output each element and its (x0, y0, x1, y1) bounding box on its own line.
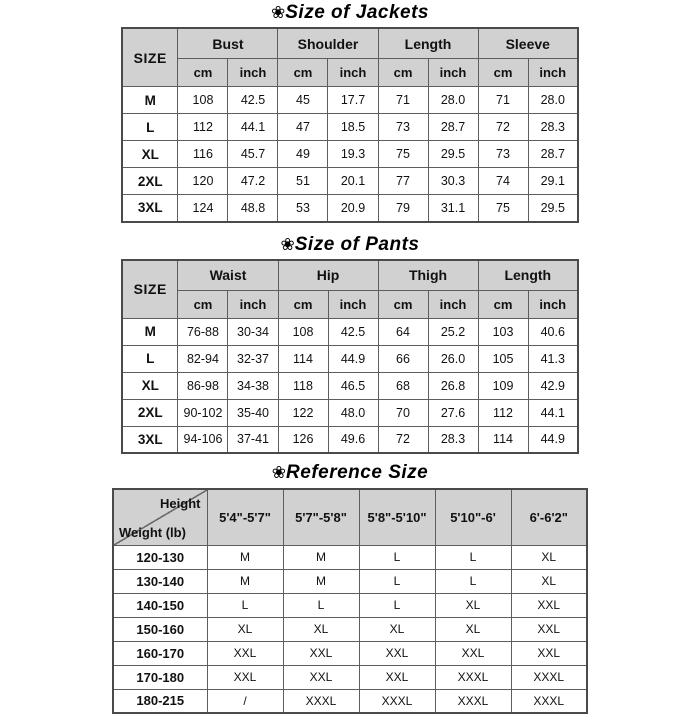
height-column-header: 6'-6'2" (511, 489, 587, 545)
pants-title-text: Size of Pants (294, 233, 420, 255)
cell-value: 28.7 (528, 141, 578, 168)
cell-value: M (207, 569, 283, 593)
cell-value: 28.3 (528, 114, 578, 141)
table-row (113, 665, 587, 689)
table-row (113, 617, 587, 641)
cell-value: 20.1 (328, 168, 378, 195)
cell-value: 30-34 (228, 318, 278, 345)
cell-value: 47 (278, 114, 328, 141)
row-label: M (122, 318, 178, 345)
cell-value: 28.7 (428, 114, 478, 141)
unit-header-cm: cm (278, 290, 328, 318)
cell-value: 28.0 (428, 87, 478, 114)
flower-icon: ❀ (271, 463, 287, 482)
cell-value: M (283, 545, 359, 569)
height-column-header: 5'4"-5'7" (207, 489, 283, 545)
cell-value: XXXL (359, 689, 435, 713)
cell-value: XXL (283, 665, 359, 689)
cell-value: 48.8 (228, 195, 278, 222)
cell-value: 31.1 (428, 195, 478, 222)
cell-value: 49.6 (328, 426, 378, 453)
cell-value: 28.0 (528, 87, 578, 114)
height-column-header: 5'10"-6' (435, 489, 511, 545)
row-label: 2XL (122, 168, 178, 195)
cell-value: 72 (478, 114, 528, 141)
cell-value: 41.3 (528, 345, 578, 372)
cell-value: 32-37 (228, 345, 278, 372)
cell-value: XXXL (435, 665, 511, 689)
table-row (122, 399, 578, 426)
cell-value: L (283, 593, 359, 617)
table-row (122, 141, 578, 168)
cell-value: 73 (378, 114, 428, 141)
cell-value: 116 (178, 141, 228, 168)
column-group-length: Length (478, 260, 578, 291)
cell-value: 18.5 (328, 114, 378, 141)
cell-value: 46.5 (328, 372, 378, 399)
unit-header-inch: inch (228, 59, 278, 87)
cell-value: XXXL (283, 689, 359, 713)
unit-header-inch: inch (328, 59, 378, 87)
unit-header-inch: inch (528, 59, 578, 87)
table-row (122, 318, 578, 345)
column-group-sleeve: Sleeve (478, 28, 578, 59)
cell-value: 37-41 (228, 426, 278, 453)
cell-value: 28.3 (428, 426, 478, 453)
flower-icon: ❀ (271, 3, 286, 22)
cell-value: 27.6 (428, 399, 478, 426)
cell-value: 72 (378, 426, 428, 453)
height-column-header: 5'8"-5'10" (359, 489, 435, 545)
cell-value: 44.1 (528, 399, 578, 426)
unit-header-cm: cm (178, 290, 228, 318)
cell-value: 76-88 (178, 318, 228, 345)
table-row (122, 195, 578, 222)
reference-section-title (0, 462, 700, 484)
cell-value: M (207, 545, 283, 569)
column-group-hip: Hip (278, 260, 378, 291)
cell-value: L (359, 545, 435, 569)
cell-value: 26.8 (428, 372, 478, 399)
cell-value: M (283, 569, 359, 593)
cell-value: XXXL (511, 689, 587, 713)
unit-header-inch: inch (428, 59, 478, 87)
cell-value: / (207, 689, 283, 713)
cell-value: 126 (278, 426, 328, 453)
cell-value: 45 (278, 87, 328, 114)
jackets-title-text: Size of Jackets (285, 2, 429, 23)
size-column-header: SIZE (122, 260, 178, 319)
table-row (122, 372, 578, 399)
cell-value: 26.0 (428, 345, 478, 372)
jackets-size-table (121, 27, 579, 223)
cell-value: 77 (378, 168, 428, 195)
row-label: M (122, 87, 178, 114)
cell-value: XXL (283, 641, 359, 665)
cell-value: 124 (178, 195, 228, 222)
unit-header-inch: inch (428, 290, 478, 318)
cell-value: 42.5 (328, 318, 378, 345)
cell-value: L (207, 593, 283, 617)
row-label: 150-160 (113, 617, 207, 641)
cell-value: XXL (511, 641, 587, 665)
unit-header-cm: cm (478, 59, 528, 87)
unit-header-cm: cm (278, 59, 328, 87)
unit-header-cm: cm (178, 59, 228, 87)
cell-value: 105 (478, 345, 528, 372)
cell-value: 17.7 (328, 87, 378, 114)
flower-icon: ❀ (280, 234, 295, 254)
size-column-header: SIZE (122, 28, 178, 87)
table-row (122, 87, 578, 114)
cell-value: 42.5 (228, 87, 278, 114)
cell-value: 29.5 (528, 195, 578, 222)
cell-value: 34-38 (228, 372, 278, 399)
cell-value: L (359, 569, 435, 593)
cell-value: 108 (278, 318, 328, 345)
row-label: 130-140 (113, 569, 207, 593)
reference-header-row (113, 489, 587, 545)
cell-value: XL (435, 593, 511, 617)
row-label: XL (122, 372, 178, 399)
row-label: 170-180 (113, 665, 207, 689)
table-row (113, 569, 587, 593)
row-label: 3XL (122, 195, 178, 222)
cell-value: 118 (278, 372, 328, 399)
cell-value: 45.7 (228, 141, 278, 168)
column-group-shoulder: Shoulder (278, 28, 378, 59)
row-label: 3XL (122, 426, 178, 453)
cell-value: XL (511, 569, 587, 593)
cell-value: 86-98 (178, 372, 228, 399)
cell-value: XL (359, 617, 435, 641)
pants-group-header-row (122, 260, 578, 291)
cell-value: 70 (378, 399, 428, 426)
row-label: XL (122, 141, 178, 168)
cell-value: 112 (478, 399, 528, 426)
reference-title-text: Reference Size (286, 462, 429, 483)
cell-value: L (359, 593, 435, 617)
cell-value: 114 (278, 345, 328, 372)
cell-value: 109 (478, 372, 528, 399)
cell-value: 40.6 (528, 318, 578, 345)
cell-value: 82-94 (178, 345, 228, 372)
cell-value: 79 (378, 195, 428, 222)
table-row (122, 168, 578, 195)
table-row (122, 345, 578, 372)
row-label: 2XL (122, 399, 178, 426)
height-weight-corner-cell (113, 489, 207, 545)
cell-value: 112 (178, 114, 228, 141)
column-group-bust: Bust (178, 28, 278, 59)
cell-value: 114 (478, 426, 528, 453)
pants-section-title (0, 234, 700, 256)
table-row (113, 641, 587, 665)
jackets-section-title (0, 2, 700, 24)
cell-value: 20.9 (328, 195, 378, 222)
cell-value: 44.9 (528, 426, 578, 453)
unit-header-cm: cm (378, 290, 428, 318)
cell-value: XXL (435, 641, 511, 665)
column-group-length: Length (378, 28, 478, 59)
cell-value: 25.2 (428, 318, 478, 345)
cell-value: 68 (378, 372, 428, 399)
cell-value: XL (511, 545, 587, 569)
cell-value: 75 (478, 195, 528, 222)
cell-value: XL (435, 617, 511, 641)
cell-value: 66 (378, 345, 428, 372)
reference-size-table (112, 488, 588, 714)
unit-header-inch: inch (528, 290, 578, 318)
cell-value: 29.5 (428, 141, 478, 168)
cell-value: XXL (511, 617, 587, 641)
cell-value: 44.1 (228, 114, 278, 141)
cell-value: 74 (478, 168, 528, 195)
row-label: L (122, 345, 178, 372)
cell-value: 42.9 (528, 372, 578, 399)
cell-value: XXXL (435, 689, 511, 713)
pants-size-table (121, 259, 579, 455)
cell-value: 108 (178, 87, 228, 114)
cell-value: 49 (278, 141, 328, 168)
cell-value: XXL (511, 593, 587, 617)
cell-value: 51 (278, 168, 328, 195)
cell-value: 122 (278, 399, 328, 426)
cell-value: 75 (378, 141, 428, 168)
cell-value: 94-106 (178, 426, 228, 453)
cell-value: L (435, 545, 511, 569)
cell-value: XXL (359, 641, 435, 665)
jackets-group-header-row (122, 28, 578, 59)
unit-header-cm: cm (378, 59, 428, 87)
cell-value: 48.0 (328, 399, 378, 426)
row-label: 120-130 (113, 545, 207, 569)
cell-value: 71 (378, 87, 428, 114)
cell-value: XXL (207, 641, 283, 665)
cell-value: 35-40 (228, 399, 278, 426)
cell-value: 30.3 (428, 168, 478, 195)
cell-value: 120 (178, 168, 228, 195)
cell-value: 53 (278, 195, 328, 222)
cell-value: 64 (378, 318, 428, 345)
cell-value: 44.9 (328, 345, 378, 372)
pants-unit-header-row (122, 290, 578, 318)
table-row (113, 593, 587, 617)
unit-header-inch: inch (328, 290, 378, 318)
table-row (122, 426, 578, 453)
cell-value: XL (283, 617, 359, 641)
cell-value: XXL (207, 665, 283, 689)
height-column-header: 5'7"-5'8" (283, 489, 359, 545)
row-label: 160-170 (113, 641, 207, 665)
row-label: 140-150 (113, 593, 207, 617)
corner-height-label: Height (160, 496, 201, 511)
cell-value: XXXL (511, 665, 587, 689)
table-row (113, 689, 587, 713)
corner-weight-label: Weight (lb) (119, 524, 186, 540)
row-label: L (122, 114, 178, 141)
table-row (113, 545, 587, 569)
cell-value: 73 (478, 141, 528, 168)
table-row (122, 114, 578, 141)
cell-value: 90-102 (178, 399, 228, 426)
unit-header-cm: cm (478, 290, 528, 318)
jackets-unit-header-row (122, 59, 578, 87)
cell-value: 19.3 (328, 141, 378, 168)
unit-header-inch: inch (228, 290, 278, 318)
cell-value: XL (207, 617, 283, 641)
column-group-thigh: Thigh (378, 260, 478, 291)
cell-value: 103 (478, 318, 528, 345)
column-group-waist: Waist (178, 260, 278, 291)
cell-value: 47.2 (228, 168, 278, 195)
row-label: 180-215 (113, 689, 207, 713)
cell-value: XXL (359, 665, 435, 689)
cell-value: 71 (478, 87, 528, 114)
cell-value: L (435, 569, 511, 593)
cell-value: 29.1 (528, 168, 578, 195)
